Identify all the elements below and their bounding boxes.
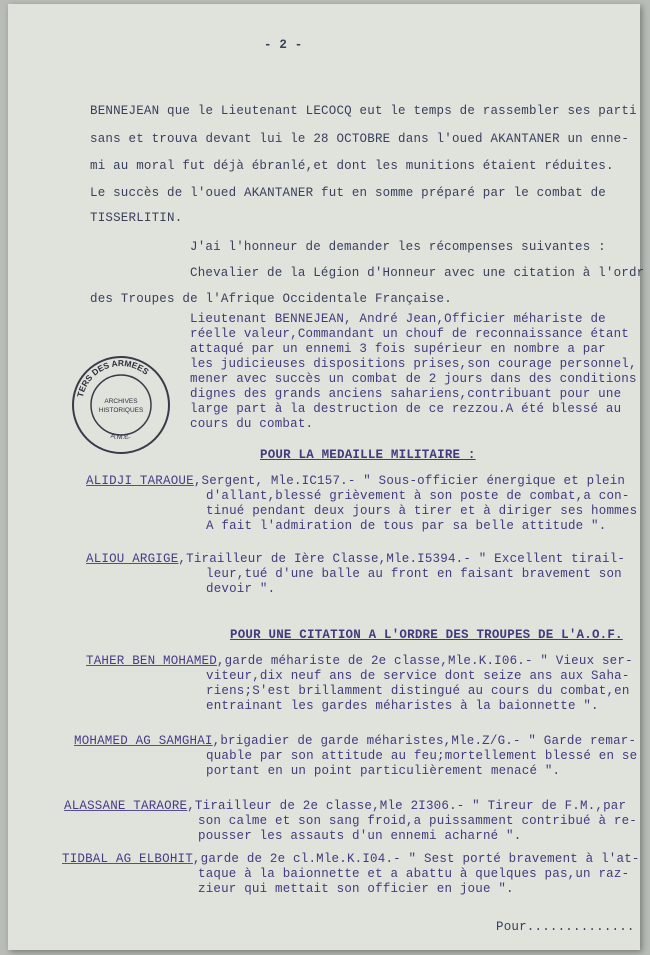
entry-line: ,garde de 2e cl.Mle.K.I04.- " Sest porté bravement à l'at- — [192, 852, 640, 866]
citation-entry — [62, 852, 640, 866]
stamp-bottom-text: A.M.E. — [109, 432, 132, 442]
intro-line: TISSERLITIN. — [90, 211, 183, 225]
citation-entry — [64, 799, 626, 813]
entry-line: portant en un point particulièrement menacé ". — [206, 764, 561, 778]
archives-stamp — [70, 354, 172, 456]
entry-line: pousser les assauts d'un ennemi acharné ". — [198, 829, 522, 843]
entry-line: devoir ". — [206, 582, 276, 596]
entry-line: viteur,dix neuf ans de service dont seize ans aux Saha- — [206, 669, 630, 683]
svg-text:TERS DES ARMEES — [75, 358, 151, 398]
request-line: des Troupes de l'Afrique Occidentale Française. — [90, 292, 452, 306]
citation-line: dignes des grands anciens sahariens,contribuant pour une — [190, 387, 622, 401]
footer-continuation: Pour.............. — [496, 920, 635, 934]
citation-entry — [74, 734, 636, 748]
entry-line: quable par son attitude au feu;mortellement blessé en se — [206, 749, 638, 763]
recipient-name: MOHAMED AG SAMGHAI — [74, 734, 213, 748]
intro-line: sans et trouva devant lui le 28 OCTOBRE dans l'oued AKANTANER un enne- — [90, 132, 630, 146]
stamp-outer-text: TERS DES ARMEES — [74, 357, 151, 399]
entry-line: d'allant,blessé grièvement à son poste de combat,a con- — [206, 489, 630, 503]
citation-entry — [86, 552, 625, 566]
entry-line: A fait l'admiration de tous par sa belle attitude ". — [206, 519, 607, 533]
entry-line: tinué pendant deux jours à tirer et à diriger ses hommes — [206, 504, 638, 518]
recipient-name: TAHER BEN MOHAMED — [86, 654, 217, 668]
citation-line: les judicieuses dispositions prises,son courage personnel, — [190, 357, 637, 371]
citation-line: cours du combat. — [190, 417, 314, 431]
entry-line: leur,tué d'une balle au front en faisant bravement son — [206, 567, 622, 581]
entry-line: ,brigadier de garde méharistes,Mle.Z/G.- " Garde remar- — [212, 734, 637, 748]
section-heading-medaille: POUR LA MEDAILLE MILITAIRE : — [260, 448, 476, 462]
section-heading-citation: POUR UNE CITATION A L'ORDRE DES TROUPES DE L'A.O.F. — [230, 628, 623, 642]
citation-line: large part à la destruction de ce rezzou.A été blessé au — [190, 402, 622, 416]
document-page — [8, 4, 645, 950]
citation-line: Lieutenant BENNEJEAN, André Jean,Officier méhariste de — [190, 312, 606, 326]
entry-line: riens;S'est brillamment distingué au cours du combat,en — [206, 684, 630, 698]
citation-line: mener avec succès un combat de 2 jours dans des conditions — [190, 372, 637, 386]
intro-line: BENNEJEAN que le Lieutenant LECOCQ eut le temps de rassembler ses parti — [90, 104, 637, 118]
recipient-name: ALASSANE TARAORE — [64, 799, 188, 813]
entry-line: son calme et son sang froid,a puissamment contribué à re- — [198, 814, 637, 828]
citation-line: attaqué par un ennemi 3 fois supérieur en nombre a par — [190, 342, 606, 356]
stamp-inner-line: ARCHIVES — [104, 398, 138, 405]
recipient-name: TIDBAL AG ELBOHIT — [62, 852, 193, 866]
request-line: Chevalier de la Légion d'Honneur avec une citation à l'ordr — [190, 266, 645, 280]
recipient-name: ALIDJI TARAOUE — [86, 474, 194, 488]
svg-text:A.M.E. — [110, 433, 132, 441]
entry-line: ,garde méhariste de 2e classe,Mle.K.I06.- " Vieux ser- — [216, 654, 633, 668]
intro-line: mi au moral fut déjà ébranlé,et dont les munitions étaient réduites. — [90, 159, 614, 173]
recipient-name: ALIOU ARGIGE — [86, 552, 179, 566]
citation-entry — [86, 474, 625, 488]
page-number: - 2 - — [264, 38, 303, 52]
request-line: J'ai l'honneur de demander les récompenses suivantes : — [190, 240, 606, 254]
entry-line: ,Sergent, Mle.IC157.- " Sous-officier énergique et plein — [193, 474, 626, 488]
intro-line: Le succès de l'oued AKANTANER fut en somme préparé par le combat de — [90, 186, 606, 200]
entry-line: taque à la baionnette et a abattu à quelques pas,un raz- — [198, 867, 630, 881]
citation-entry — [86, 654, 633, 668]
entry-line: ,Tirailleur de Ière Classe,Mle.I5394.- " Excellent tirail- — [178, 552, 626, 566]
entry-line: zieur qui mettait son officier en joue ". — [198, 882, 514, 896]
citation-line: réelle valeur,Commandant un chouf de reconnaissance étant — [190, 327, 629, 341]
entry-line: ,Tirailleur de 2e classe,Mle 2I306.- " Tireur de F.M.,par — [187, 799, 627, 813]
entry-line: entrainant les gardes méharistes à la baionnette ". — [206, 699, 599, 713]
stamp-inner-line: HISTORIQUES — [98, 407, 144, 414]
